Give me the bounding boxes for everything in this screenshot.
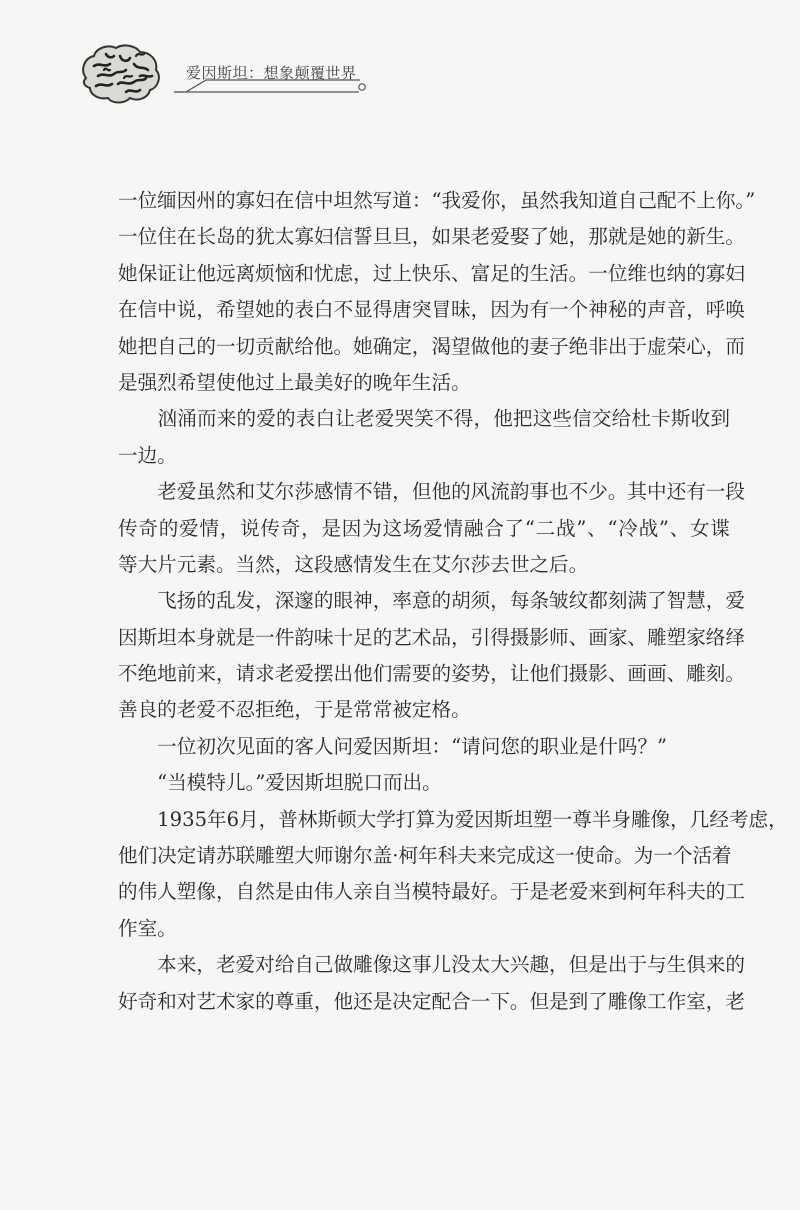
text-line: 在信中说，希望她的表白不显得唐突冒昧，因为有一个神秘的声音，呼唤 xyxy=(118,298,745,322)
text-line: 一位初次见面的客人问爱因斯坦：“请问您的职业是什吗？” xyxy=(118,734,668,758)
text-line: 一位住在长岛的犹太寡妇信誓旦旦，如果老爱娶了她，那就是她的新生。 xyxy=(118,225,745,249)
text-line: 因斯坦本身就是一件韵味十足的艺术品，引得摄影师、画家、雕塑家络绎 xyxy=(118,625,745,649)
text-line: 作室。 xyxy=(118,916,177,940)
text-line: 一位缅因州的寡妇在信中坦然写道：“我爱你，虽然我知道自己配不上你。” xyxy=(118,189,756,212)
text-line: 是强烈希望使他过上最美好的晚年生活。 xyxy=(118,370,471,394)
text-line: 不绝地前来，请求老爱摆出他们需要的姿势，让他们摄影、画画、雕刻。 xyxy=(118,662,745,686)
page-header xyxy=(0,0,800,130)
text-line: 他们决定请苏联雕塑大师谢尔盖·柯年科夫来完成这一使命。为一个活着 xyxy=(118,844,732,868)
running-header-title: 爱因斯坦：想象颠覆世界 xyxy=(186,64,357,82)
brain-icon xyxy=(78,44,162,106)
text-line: 等大片元素。当然，这段感情发生在艾尔莎去世之后。 xyxy=(118,552,589,576)
text-line: 飞扬的乱发，深邃的眼神，率意的胡须，每条皱纹都刻满了智慧，爱 xyxy=(118,589,745,613)
text-line: 1935年6月，普林斯顿大学打算为爱因斯坦塑一尊半身雕像，几经考虑， xyxy=(118,807,788,831)
text-line: 她保证让他远离烦恼和忧虑，过上快乐、富足的生活。一位维也纳的寡妇 xyxy=(118,261,745,285)
body-text xyxy=(118,183,788,1020)
text-line: 善良的老爱不忍拒绝，于是常常被定格。 xyxy=(118,698,471,722)
text-line: 老爱虽然和艾尔莎感情不错，但他的风流韵事也不少。其中还有一段 xyxy=(118,480,745,504)
text-line: 好奇和对艺术家的尊重，他还是决定配合一下。但是到了雕像工作室，老 xyxy=(118,989,745,1013)
text-line: 汹涌而来的爱的表白让老爱哭笑不得，他把这些信交给杜卡斯收到 xyxy=(118,407,730,431)
text-line: 传奇的爱情，说传奇，是因为这场爱情融合了“二战”、“冷战”、女谍 xyxy=(118,516,730,540)
text-line: 她把自己的一切贡献给他。她确定，渴望做他的妻子绝非出于虚荣心，而 xyxy=(118,334,745,358)
text-line: 本来，老爱对给自己做雕像这事儿没太大兴趣，但是出于与生俱来的 xyxy=(118,953,745,977)
text-line: “当模特儿。”爱因斯坦脱口而出。 xyxy=(118,771,442,795)
text-line: 一边。 xyxy=(118,443,177,467)
text-line: 的伟人塑像，自然是由伟人亲自当模特最好。于是老爱来到柯年科夫的工 xyxy=(118,880,745,904)
